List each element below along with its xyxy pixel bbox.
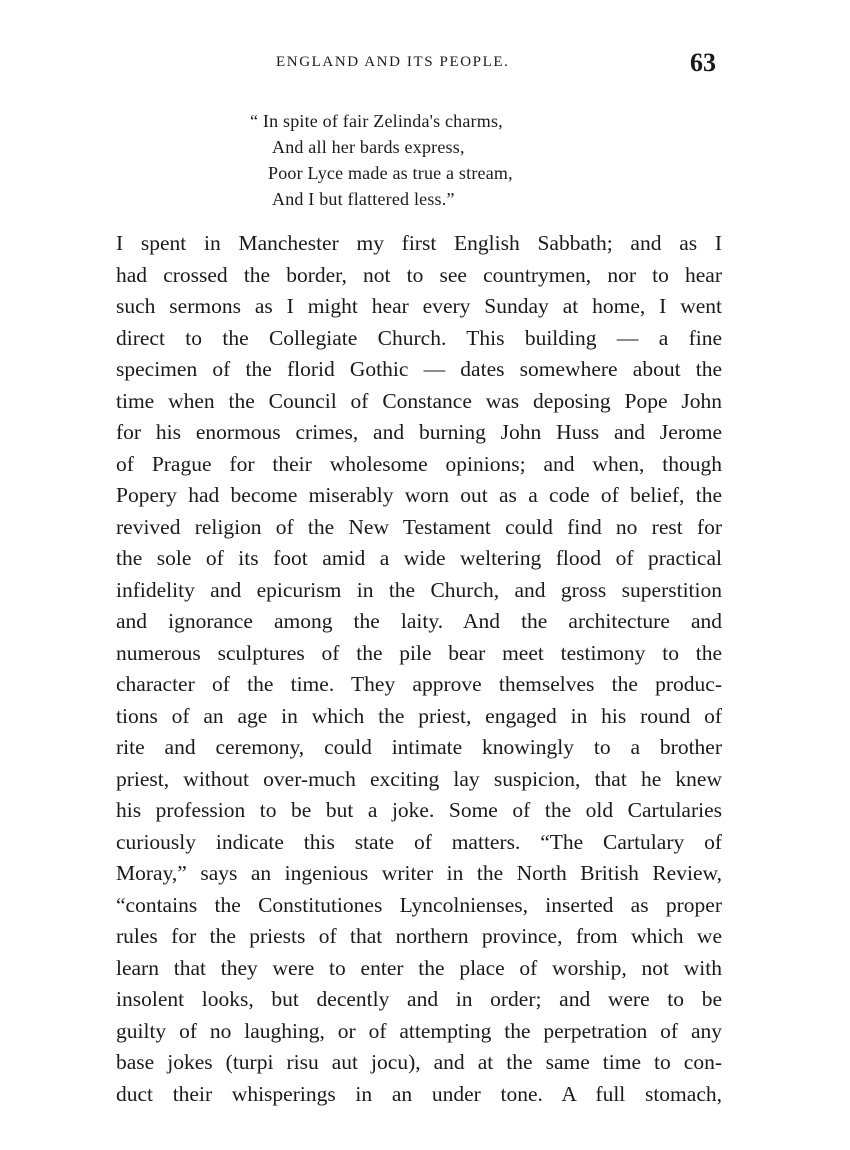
text-line: I spent in Manchester my first English Sabbath; and as I <box>116 231 722 255</box>
verse-line: And I but flattered less.” <box>272 189 455 209</box>
text-line: rules for the priests of that northern province, from which we <box>116 924 722 948</box>
text-line: curiously indicate this state of matters. “The Cartulary of <box>116 829 722 854</box>
text-line: learn that they were to enter the place of worship, not with <box>116 955 722 980</box>
text-line: priest, without over-much exciting lay suspicion, that he knew <box>116 766 722 791</box>
text-line: direct to the Collegiate Church. This building — a fine <box>116 325 722 350</box>
text-line: duct their whisperings in an under tone. A full stomach, <box>116 1081 722 1106</box>
text-line: the sole of its foot amid a wide weltering flood of practical <box>116 546 722 570</box>
text-line: and ignorance among the laity. And the architecture and <box>116 609 722 633</box>
verse-line: And all her bards express, <box>272 137 465 157</box>
verse-line: Poor Lyce made as true a stream, <box>268 163 513 183</box>
page-number: 63 <box>690 48 716 77</box>
text-line: tions of an age in which the priest, engaged in his round of <box>116 703 722 728</box>
verse-line: “ In spite of fair Zelinda's charms, <box>250 111 503 131</box>
text-line: Moray,” says an ingenious writer in the North British Review, <box>116 861 722 885</box>
text-line: infidelity and epicurism in the Church, and gross superstition <box>116 577 722 602</box>
text-line: specimen of the florid Gothic — dates somewhere about the <box>116 357 722 381</box>
text-line: had crossed the border, not to see countrymen, nor to hear <box>116 262 722 287</box>
text-line: insolent looks, but decently and in order; and were to be <box>116 987 722 1011</box>
running-title: ENGLAND AND ITS PEOPLE. <box>276 54 510 70</box>
text-line: guilty of no laughing, or of attempting the perpetration of any <box>116 1018 722 1043</box>
text-line: numerous sculptures of the pile bear meet testimony to the <box>116 640 722 665</box>
running-head <box>116 50 720 76</box>
verse-quotation <box>250 108 580 212</box>
text-line: Popery had become miserably worn out as a code of belief, the <box>116 483 722 507</box>
text-line: rite and ceremony, could intimate knowingly to a brother <box>116 735 722 759</box>
text-line: his profession to be but a joke. Some of the old Cartularies <box>116 798 722 822</box>
text-line: “contains the Constitutiones Lyncolnienses, inserted as proper <box>116 892 722 917</box>
text-line: of Prague for their wholesome opinions; and when, though <box>116 451 722 476</box>
text-line: time when the Council of Constance was deposing Pope John <box>116 388 722 413</box>
text-line: revived religion of the New Testament could find no rest for <box>116 514 722 539</box>
body-paragraph <box>116 228 722 1110</box>
text-line: character of the time. They approve themselves the produc- <box>116 672 722 696</box>
text-line: for his enormous crimes, and burning John Huss and Jerome <box>116 420 722 444</box>
text-line: base jokes (turpi risu aut jocu), and at the same time to con- <box>116 1050 722 1074</box>
text-line: such sermons as I might hear every Sunday at home, I went <box>116 294 722 318</box>
